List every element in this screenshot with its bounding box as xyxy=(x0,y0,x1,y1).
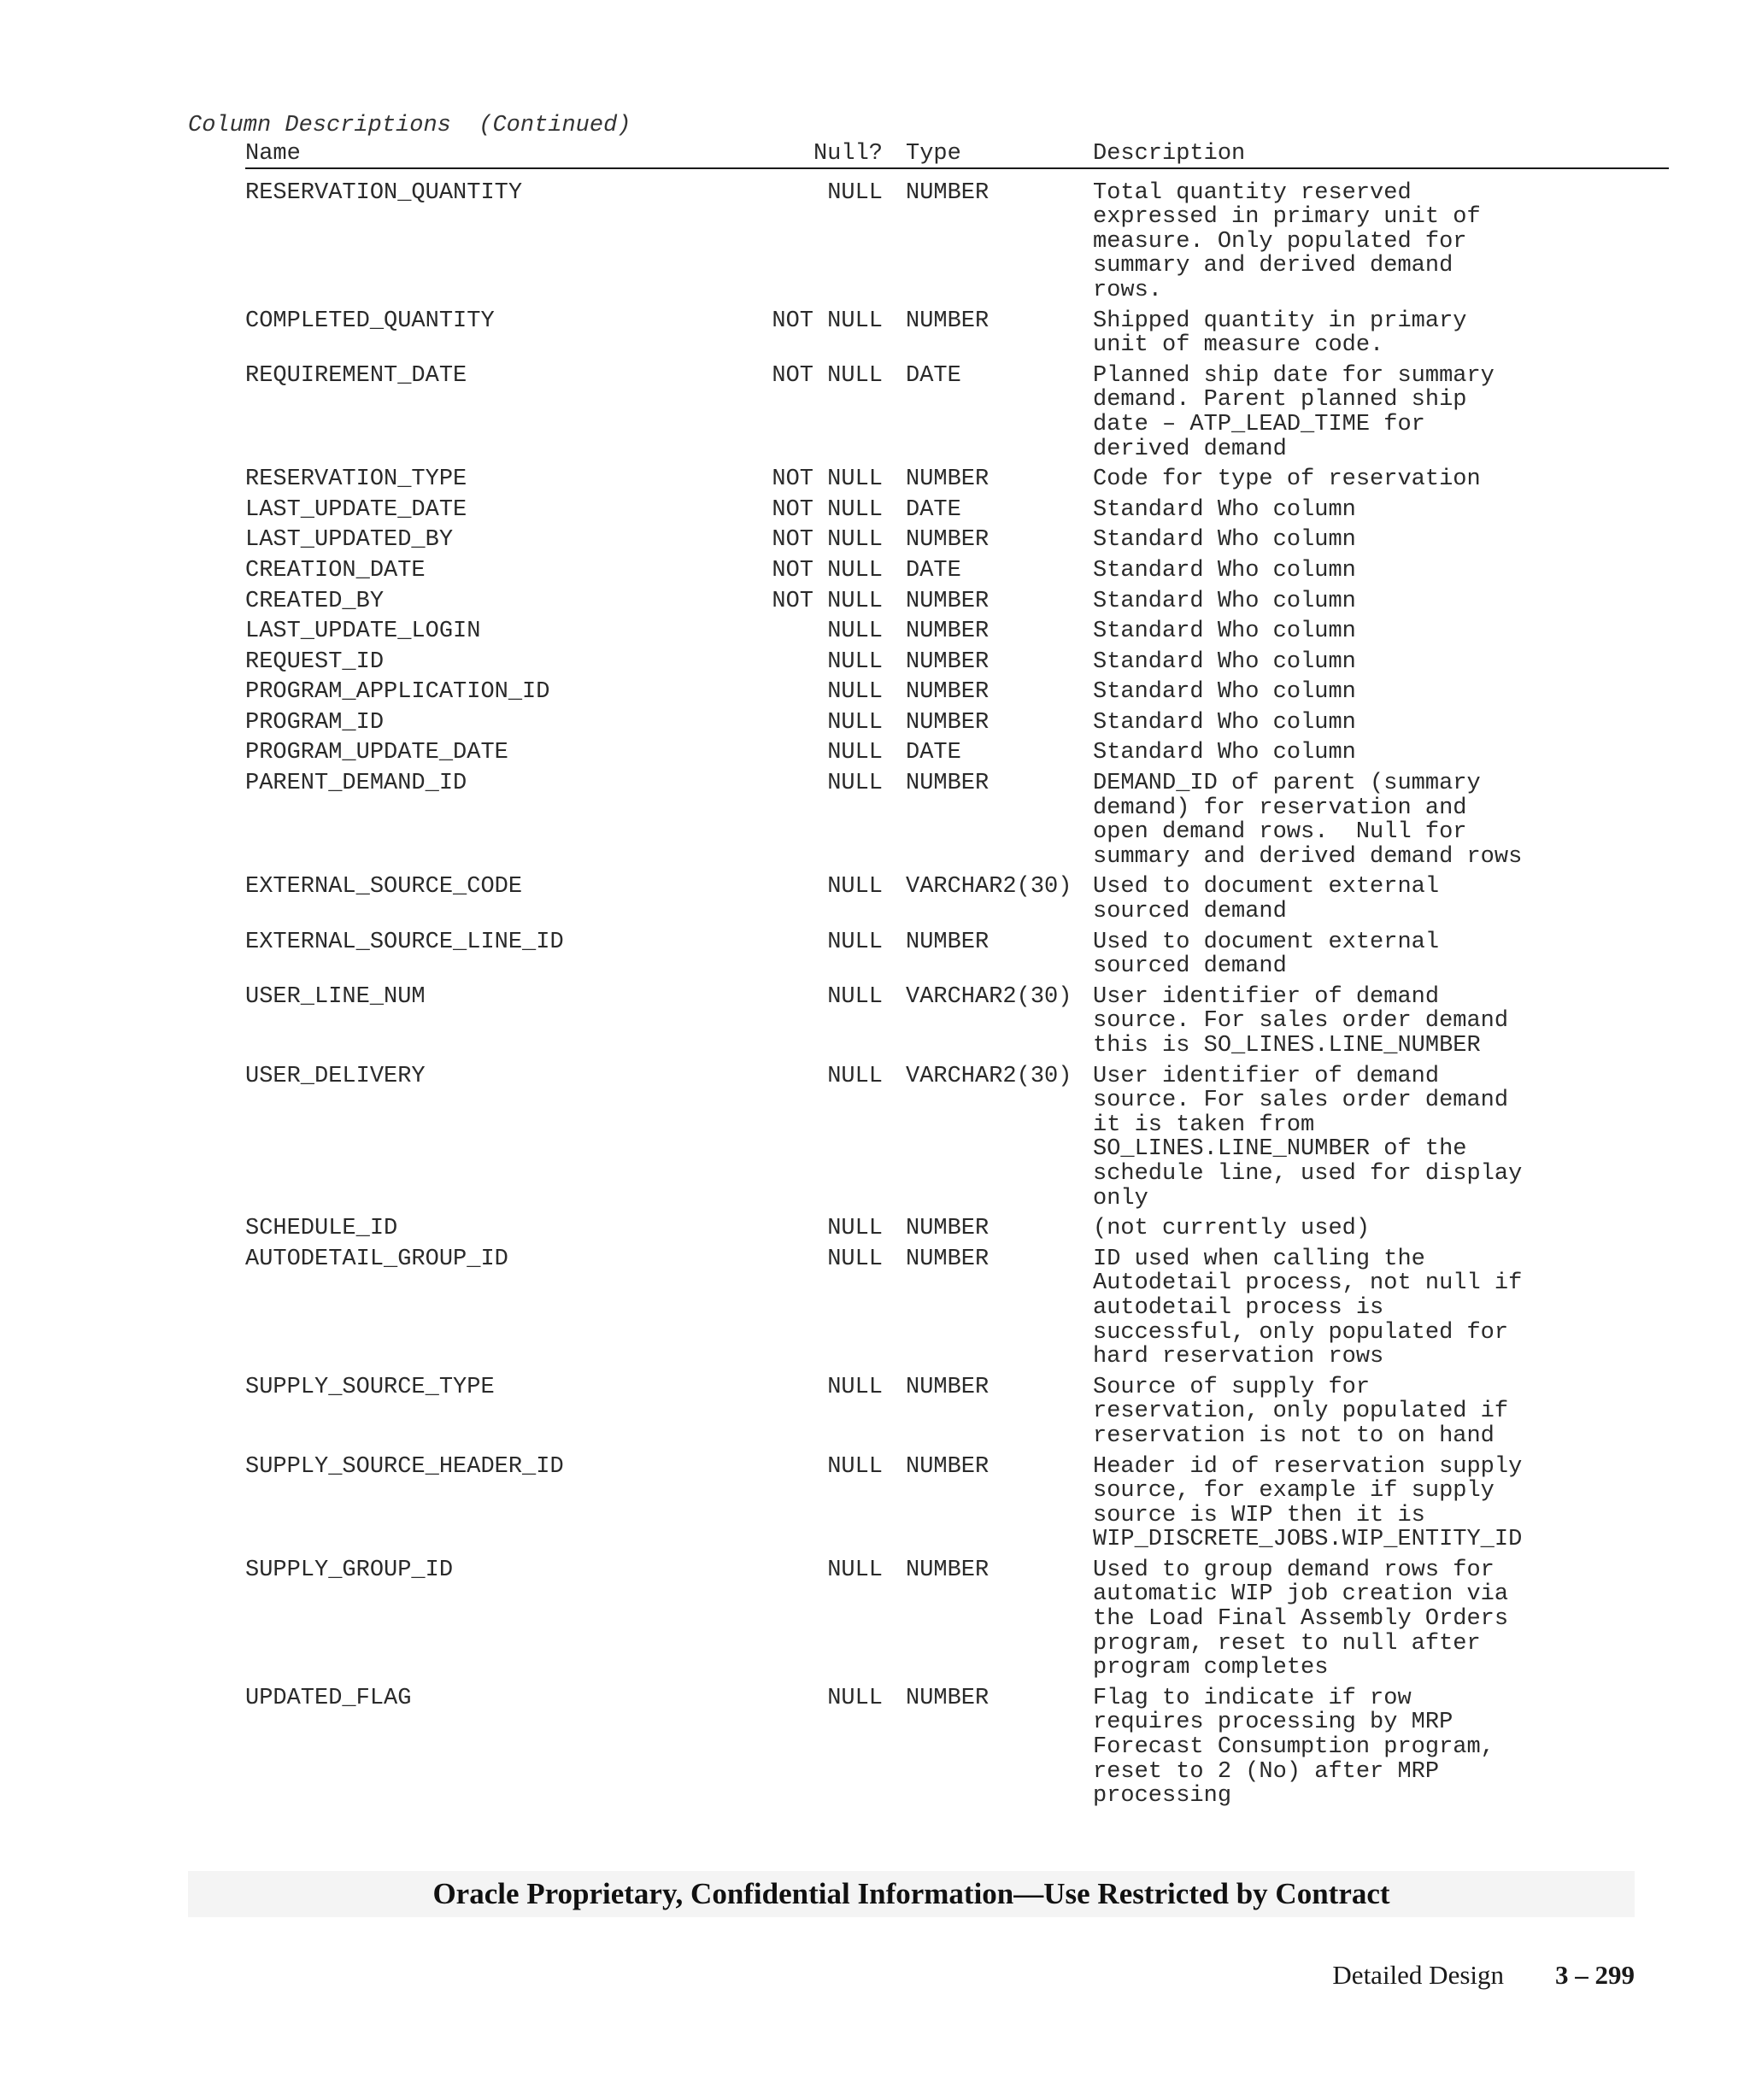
column-name-cell: USER_DELIVERY xyxy=(245,1063,426,1089)
column-name-cell: PROGRAM_ID xyxy=(245,709,385,736)
nullability-cell: NOT NULL xyxy=(772,496,883,523)
table-row xyxy=(245,680,1669,705)
column-name-cell: SUPPLY_SOURCE_TYPE xyxy=(245,1374,495,1400)
nullability-cell: NULL xyxy=(827,1374,883,1400)
description-cell: ID used when calling the Autodetail process, not null if autodetail process is successful, only populated for hard reservation rows xyxy=(1093,1246,1523,1370)
column-name-cell: SCHEDULE_ID xyxy=(245,1216,398,1242)
description-cell: Standard Who column xyxy=(1093,527,1356,554)
table-row xyxy=(245,985,1669,1059)
nullability-cell: NULL xyxy=(827,679,883,706)
column-name-cell: SUPPLY_SOURCE_HEADER_ID xyxy=(245,1453,564,1480)
column-name-cell: LAST_UPDATED_BY xyxy=(245,527,454,554)
description-cell: Code for type of reservation xyxy=(1093,466,1481,493)
nullability-cell: NULL xyxy=(827,179,883,206)
data-type-cell: NUMBER xyxy=(906,527,990,554)
data-type-cell: DATE xyxy=(906,740,961,766)
data-type-cell: NUMBER xyxy=(906,1374,990,1400)
table-row xyxy=(245,619,1669,644)
table-row xyxy=(245,181,1669,303)
description-cell: Source of supply for reservation, only populated if reservation is not to on hand xyxy=(1093,1374,1509,1449)
table-row xyxy=(245,741,1669,766)
table-header-row xyxy=(245,142,1669,169)
column-name-cell: COMPLETED_QUANTITY xyxy=(245,308,495,334)
table-row xyxy=(245,1217,1669,1241)
nullability-cell: NOT NULL xyxy=(772,527,883,554)
data-type-cell: NUMBER xyxy=(906,1216,990,1242)
table-row xyxy=(245,875,1669,924)
nullability-cell: NULL xyxy=(827,1063,883,1089)
data-type-cell: VARCHAR2(30) xyxy=(906,1063,1072,1089)
column-name-cell: PROGRAM_UPDATE_DATE xyxy=(245,740,508,766)
column-name-cell: CREATED_BY xyxy=(245,588,385,614)
description-cell: Standard Who column xyxy=(1093,709,1356,736)
data-type-cell: VARCHAR2(30) xyxy=(906,874,1072,900)
data-type-cell: NUMBER xyxy=(906,929,990,955)
description-cell: Standard Who column xyxy=(1093,619,1356,645)
nullability-cell: NULL xyxy=(827,648,883,675)
nullability-cell: NULL xyxy=(827,1216,883,1242)
table-row xyxy=(245,1065,1669,1211)
nullability-cell: NULL xyxy=(827,929,883,955)
header-description: Description xyxy=(1093,141,1246,167)
description-cell: Standard Who column xyxy=(1093,496,1356,523)
data-type-cell: NUMBER xyxy=(906,771,990,797)
table-row xyxy=(245,498,1669,523)
nullability-cell: NULL xyxy=(827,874,883,900)
table-row xyxy=(245,467,1669,492)
section-caption: Column Descriptions (Continued) xyxy=(188,113,631,138)
description-cell: Used to group demand rows for automatic WIP job creation via the Load Final Assembly Orders program, reset to null after program completes xyxy=(1093,1557,1509,1681)
description-cell: Used to document external sourced demand xyxy=(1093,929,1440,980)
data-type-cell: NUMBER xyxy=(906,1557,990,1583)
data-type-cell: VARCHAR2(30) xyxy=(906,983,1072,1010)
table-row xyxy=(245,1376,1669,1449)
column-name-cell: LAST_UPDATE_DATE xyxy=(245,496,467,523)
description-cell: Standard Who column xyxy=(1093,648,1356,675)
nullability-cell: NOT NULL xyxy=(772,466,883,493)
description-cell: Header id of reservation supply source, for example if supply source is WIP then it is WIP_DISCRETE_JOBS.WIP_ENTITY_ID xyxy=(1093,1453,1523,1553)
description-cell: DEMAND_ID of parent (summary demand) for reservation and open demand rows. Null for summary and derived demand rows xyxy=(1093,771,1523,870)
description-cell: User identifier of demand source. For sales order demand this is SO_LINES.LINE_NUMBER xyxy=(1093,983,1509,1059)
table-row xyxy=(245,590,1669,614)
data-type-cell: NUMBER xyxy=(906,588,990,614)
nullability-cell: NULL xyxy=(827,1557,883,1583)
data-type-cell: NUMBER xyxy=(906,619,990,645)
description-cell: User identifier of demand source. For sales order demand it is taken from SO_LINES.LINE_NUMBER of the schedule line, used for display only xyxy=(1093,1063,1523,1211)
nullability-cell: NOT NULL xyxy=(772,308,883,334)
description-cell: Total quantity reserved expressed in primary unit of measure. Only populated for summary and derived demand rows. xyxy=(1093,179,1481,303)
table-row xyxy=(245,559,1669,584)
description-cell: Standard Who column xyxy=(1093,679,1356,706)
data-type-cell: NUMBER xyxy=(906,308,990,334)
column-name-cell: PROGRAM_APPLICATION_ID xyxy=(245,679,550,706)
column-name-cell: PARENT_DEMAND_ID xyxy=(245,771,467,797)
data-type-cell: NUMBER xyxy=(906,709,990,736)
nullability-cell: NOT NULL xyxy=(772,588,883,614)
column-name-cell: CREATION_DATE xyxy=(245,557,426,584)
description-cell: Standard Who column xyxy=(1093,740,1356,766)
confidentiality-banner: Oracle Proprietary, Confidential Information––Use Restricted by Contract xyxy=(188,1871,1635,1917)
table-row xyxy=(245,930,1669,979)
nullability-cell: NOT NULL xyxy=(772,362,883,389)
column-name-cell: UPDATED_FLAG xyxy=(245,1685,412,1711)
nullability-cell: NULL xyxy=(827,1246,883,1272)
table-row xyxy=(245,771,1669,869)
table-row xyxy=(245,711,1669,736)
data-type-cell: NUMBER xyxy=(906,179,990,206)
column-name-cell: USER_LINE_NUM xyxy=(245,983,426,1010)
table-row xyxy=(245,1247,1669,1370)
page-footer xyxy=(1332,1960,1635,1991)
description-cell: Standard Who column xyxy=(1093,557,1356,584)
data-type-cell: NUMBER xyxy=(906,679,990,706)
data-type-cell: NUMBER xyxy=(906,1685,990,1711)
data-type-cell: DATE xyxy=(906,496,961,523)
description-cell: Standard Who column xyxy=(1093,588,1356,614)
header-null: Null? xyxy=(813,141,883,167)
table-row xyxy=(245,1455,1669,1552)
column-descriptions-table xyxy=(245,142,1669,1815)
data-type-cell: DATE xyxy=(906,557,961,584)
column-name-cell: EXTERNAL_SOURCE_CODE xyxy=(245,874,523,900)
footer-page-number: 3 – 299 xyxy=(1555,1960,1635,1990)
description-cell: Used to document external sourced demand xyxy=(1093,874,1440,925)
column-name-cell: REQUIREMENT_DATE xyxy=(245,362,467,389)
column-name-cell: LAST_UPDATE_LOGIN xyxy=(245,619,481,645)
nullability-cell: NULL xyxy=(827,740,883,766)
header-type: Type xyxy=(906,141,961,167)
header-name: Name xyxy=(245,141,301,167)
data-type-cell: NUMBER xyxy=(906,1246,990,1272)
nullability-cell: NULL xyxy=(827,709,883,736)
nullability-cell: NULL xyxy=(827,619,883,645)
column-name-cell: EXTERNAL_SOURCE_LINE_ID xyxy=(245,929,564,955)
table-row xyxy=(245,1558,1669,1681)
table-row xyxy=(245,650,1669,675)
column-name-cell: RESERVATION_QUANTITY xyxy=(245,179,523,206)
table-row xyxy=(245,309,1669,358)
table-row xyxy=(245,1686,1669,1809)
nullability-cell: NULL xyxy=(827,1685,883,1711)
description-cell: (not currently used) xyxy=(1093,1216,1371,1242)
description-cell: Planned ship date for summary demand. Parent planned ship date – ATP_LEAD_TIME for derived demand xyxy=(1093,362,1495,462)
table-body xyxy=(245,181,1669,1809)
data-type-cell: NUMBER xyxy=(906,1453,990,1480)
data-type-cell: NUMBER xyxy=(906,648,990,675)
column-name-cell: REQUEST_ID xyxy=(245,648,385,675)
table-row xyxy=(245,364,1669,461)
description-cell: Flag to indicate if row requires processing by MRP Forecast Consumption program, reset to 2 (No) after MRP processing xyxy=(1093,1685,1495,1810)
nullability-cell: NOT NULL xyxy=(772,557,883,584)
footer-section-title: Detailed Design xyxy=(1332,1960,1504,1990)
nullability-cell: NULL xyxy=(827,1453,883,1480)
data-type-cell: NUMBER xyxy=(906,466,990,493)
data-type-cell: DATE xyxy=(906,362,961,389)
nullability-cell: NULL xyxy=(827,771,883,797)
table-row xyxy=(245,528,1669,553)
description-cell: Shipped quantity in primary unit of measure code. xyxy=(1093,308,1467,359)
column-name-cell: AUTODETAIL_GROUP_ID xyxy=(245,1246,508,1272)
nullability-cell: NULL xyxy=(827,983,883,1010)
column-name-cell: RESERVATION_TYPE xyxy=(245,466,467,493)
column-name-cell: SUPPLY_GROUP_ID xyxy=(245,1557,454,1583)
